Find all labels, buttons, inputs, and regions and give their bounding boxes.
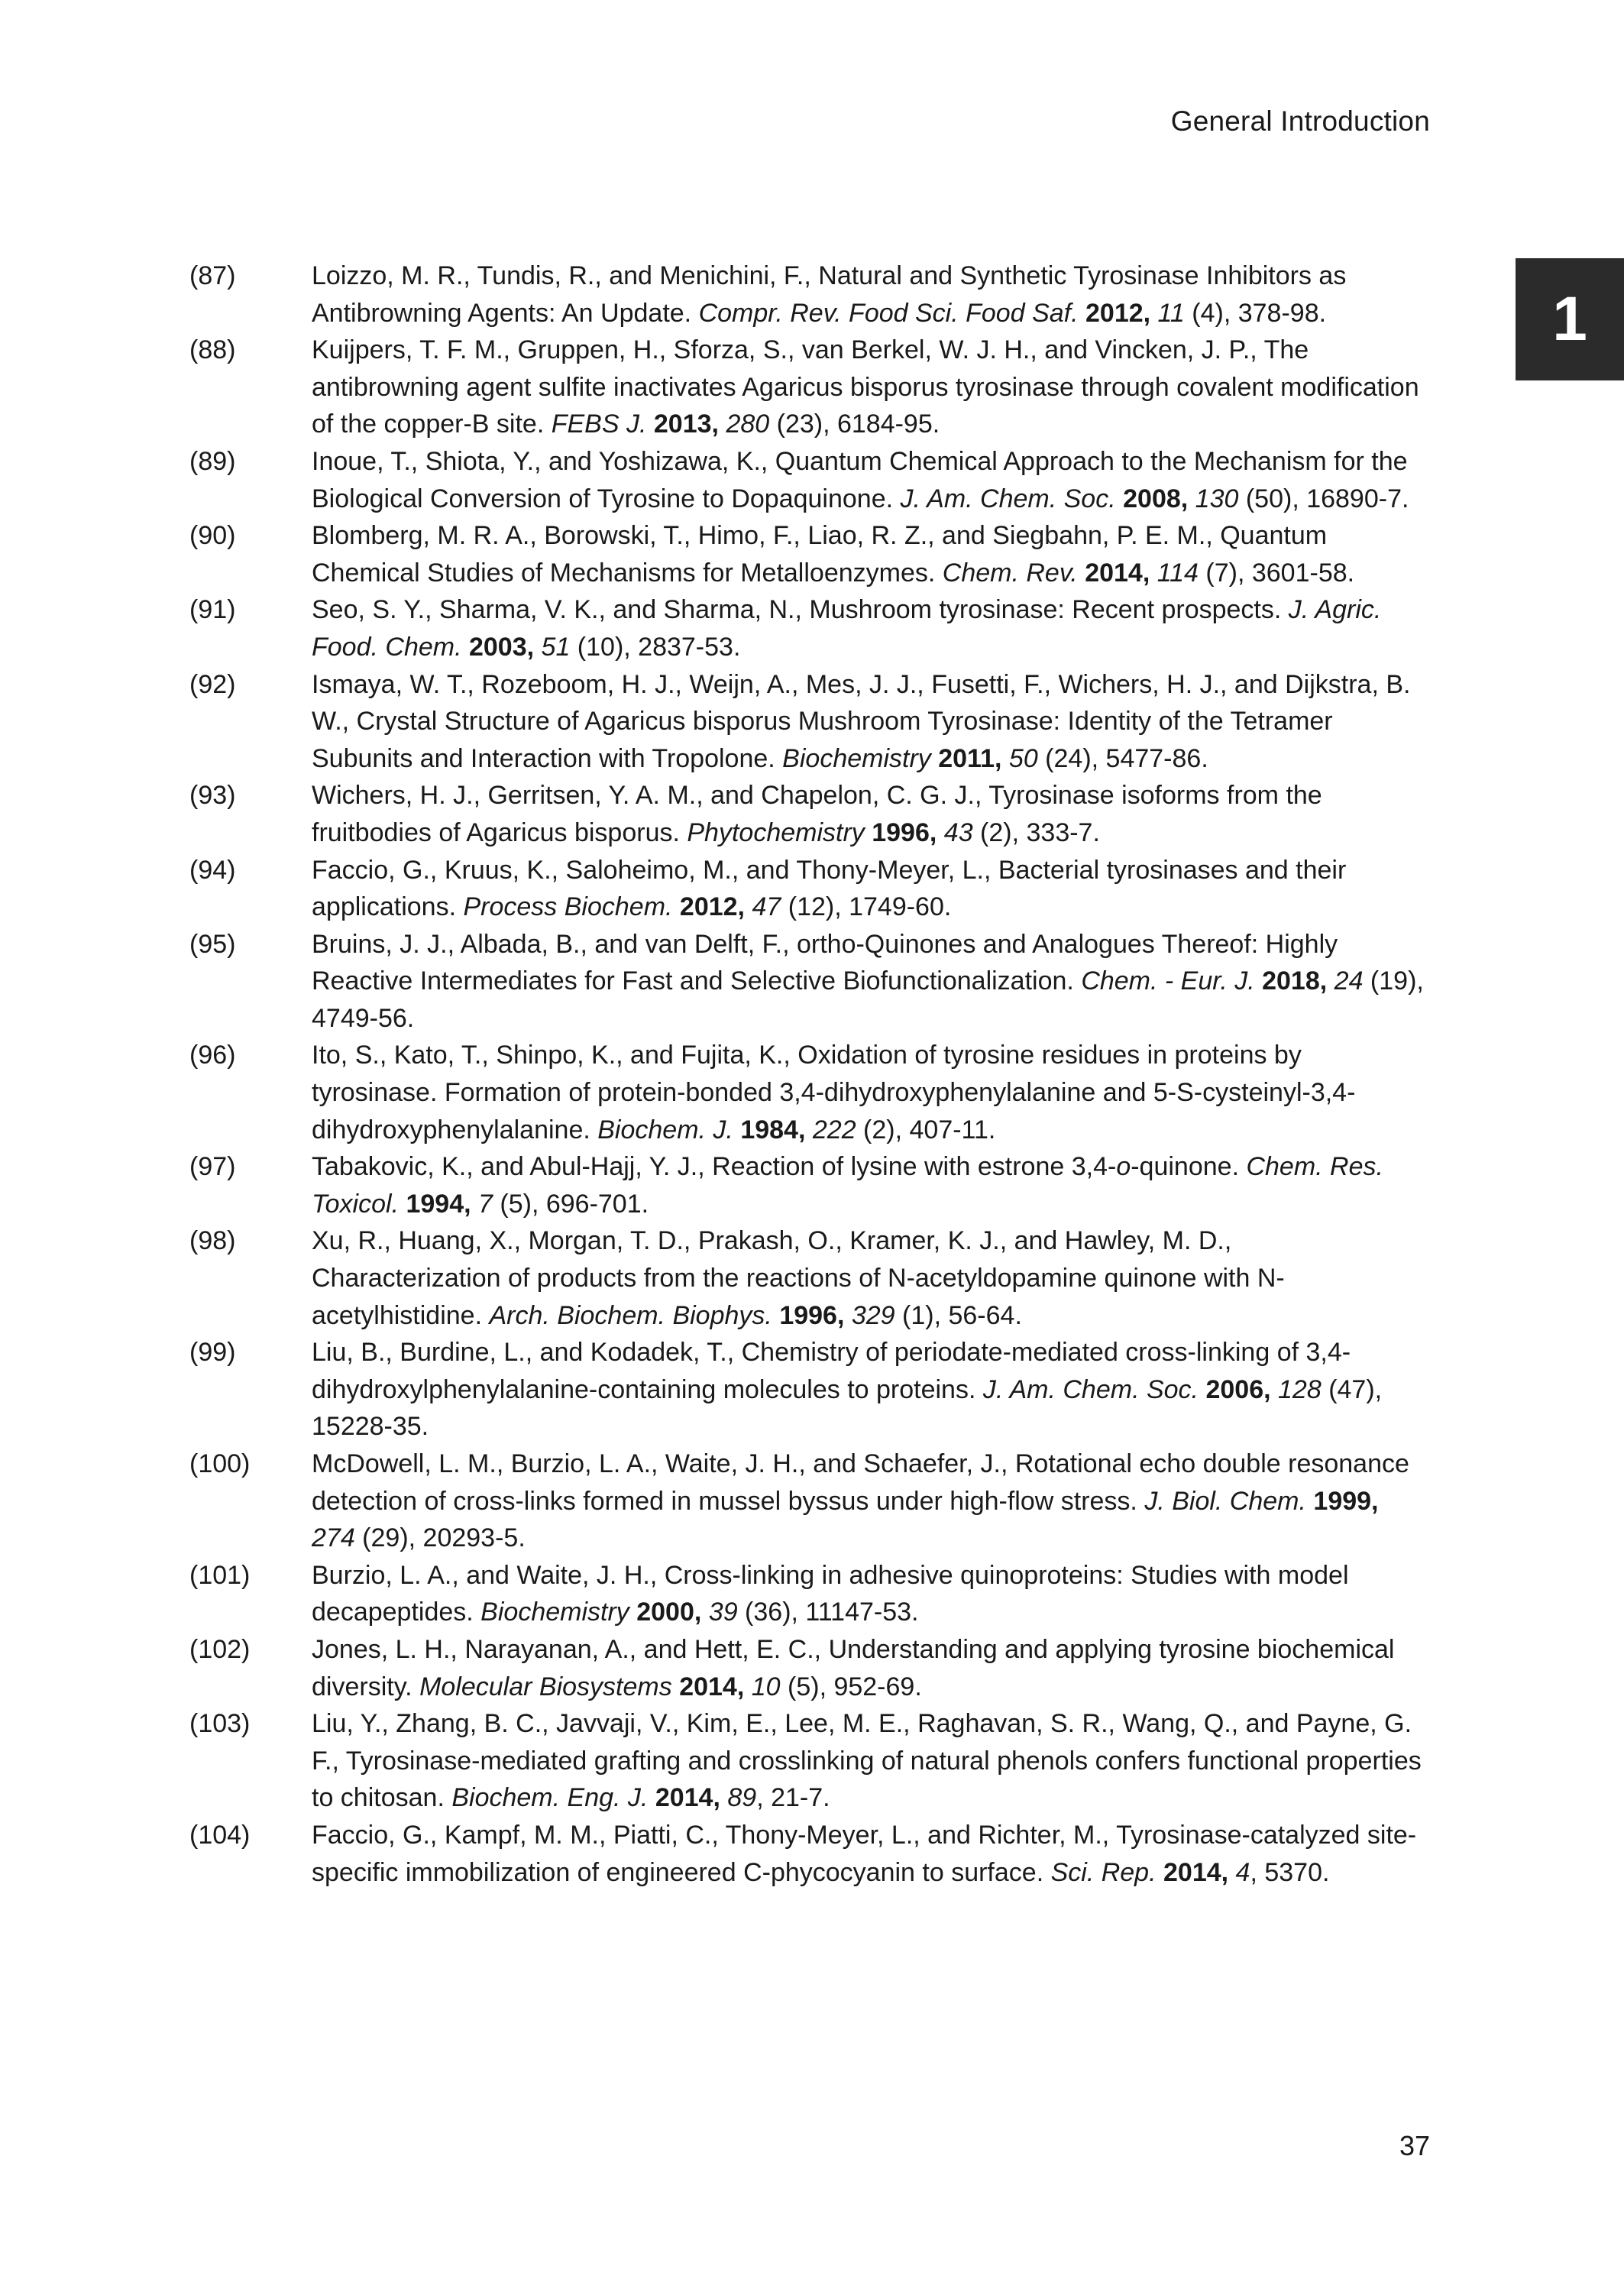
- text-segment: (2), 333-7.: [972, 817, 1100, 847]
- italic-segment: 114: [1157, 558, 1199, 588]
- chapter-tab: 1: [1516, 258, 1624, 380]
- reference-number: (104): [189, 1820, 251, 1850]
- text-segment: [805, 1115, 812, 1144]
- reference-number: (96): [189, 1041, 236, 1070]
- reference-text: [312, 1631, 1427, 1705]
- text-segment: Jones, L. H., Narayanan, A., and Hett, E. C., Understanding and applying tyrosine biochemical diversity.: [312, 1634, 1395, 1701]
- reference-entry: [189, 1705, 1427, 1817]
- italic-segment: 280: [726, 410, 770, 439]
- reference-entry: [189, 443, 1427, 517]
- text-segment: [1271, 1375, 1278, 1404]
- reference-number: (102): [189, 1634, 251, 1664]
- italic-segment: 39: [708, 1598, 738, 1627]
- text-segment: [1079, 299, 1085, 328]
- text-segment: [534, 633, 541, 662]
- text-segment: Inoue, T., Shiota, Y., and Yoshizawa, K., Quantum Chemical Approach to the Mechanism for the Biological Conversion of Tyrosine to Dopaquinone.: [312, 446, 1408, 513]
- italic-segment: o: [1116, 1152, 1131, 1182]
- reference-entry: [189, 1631, 1427, 1705]
- italic-segment: Phytochemistry: [687, 817, 865, 847]
- italic-segment: J. Am. Chem. Soc.: [982, 1374, 1199, 1404]
- text-segment: [931, 744, 938, 773]
- text-segment: [865, 818, 872, 847]
- text-segment: [1255, 966, 1262, 995]
- text-segment: [1228, 1858, 1235, 1887]
- text-segment: [844, 1301, 851, 1330]
- text-segment: Seo, S. Y., Sharma, V. K., and Sharma, N., Mushroom tyrosinase: Recent prospects.: [312, 595, 1289, 625]
- italic-segment: 50: [1008, 743, 1038, 773]
- text-segment: (5), 952-69.: [780, 1672, 922, 1701]
- italic-segment: Process Biochem.: [463, 892, 673, 922]
- reference-number: (89): [189, 446, 236, 476]
- text-segment: Tabakovic, K., and Abul-Hajj, Y. J., Reaction of lysine with estrone 3,4-: [312, 1152, 1117, 1182]
- text-segment: Bruins, J. J., Albada, B., and van Delft, F., ortho-Quinones and Analogues Thereof: Highly Reactive Intermediates for Fast and Selective Biofunctionalization.: [312, 929, 1338, 996]
- text-segment: , 5370.: [1250, 1857, 1330, 1887]
- text-segment: (12), 1749-60.: [781, 892, 952, 922]
- reference-number: (95): [189, 929, 236, 959]
- bold-segment: 2003,: [468, 632, 535, 662]
- italic-segment: J. Biol. Chem.: [1144, 1486, 1306, 1516]
- text-segment: -quinone.: [1131, 1152, 1247, 1182]
- italic-segment: Arch. Biochem. Biophys.: [489, 1300, 772, 1330]
- reference-number: (100): [189, 1449, 251, 1478]
- bold-segment: 2014,: [655, 1783, 720, 1813]
- page-number: 37: [1399, 2130, 1430, 2161]
- text-segment: Liu, Y., Zhang, B. C., Javvaji, V., Kim, E., Lee, M. E., Raghavan, S. R., Wang, Q., and Payne, G. F., Tyrosinase-mediated grafting and crosslinking of natural phenols confers functional properties to chitosan.: [312, 1709, 1422, 1813]
- reference-entry: [189, 332, 1427, 443]
- reference-text: [312, 257, 1427, 332]
- italic-segment: 4: [1235, 1857, 1250, 1887]
- reference-entry: [189, 517, 1427, 591]
- bold-segment: 2014,: [1163, 1857, 1229, 1887]
- reference-number: (91): [189, 595, 236, 625]
- text-segment: [937, 818, 943, 847]
- reference-entry: [189, 257, 1427, 332]
- text-segment: [1078, 558, 1085, 588]
- reference-number: (98): [189, 1226, 236, 1256]
- text-segment: [672, 892, 679, 921]
- reference-number: (87): [189, 261, 236, 290]
- reference-text: [312, 591, 1427, 665]
- text-segment: (36), 11147-53.: [737, 1598, 919, 1627]
- italic-segment: 51: [541, 632, 571, 662]
- text-segment: [471, 1190, 478, 1219]
- reference-text: [312, 332, 1427, 443]
- italic-segment: 128: [1278, 1374, 1322, 1404]
- italic-segment: 43: [943, 817, 973, 847]
- reference-entry: [189, 591, 1427, 665]
- text-segment: [1001, 744, 1008, 773]
- italic-segment: 11: [1157, 298, 1185, 328]
- reference-text: [312, 1148, 1427, 1222]
- reference-number: (90): [189, 521, 236, 551]
- reference-text: [312, 1037, 1427, 1148]
- text-segment: [648, 1783, 655, 1812]
- text-segment: [1327, 966, 1334, 995]
- italic-segment: Molecular Biosystems: [419, 1672, 672, 1701]
- text-segment: [1157, 1858, 1163, 1887]
- text-segment: [1188, 484, 1195, 513]
- bold-segment: 1994,: [406, 1189, 471, 1219]
- text-segment: (4), 378-98.: [1184, 298, 1327, 328]
- italic-segment: 222: [812, 1115, 856, 1144]
- text-segment: [720, 1783, 727, 1812]
- text-segment: (5), 696-701.: [492, 1189, 649, 1219]
- reference-entry: [189, 1334, 1427, 1445]
- text-segment: [629, 1598, 636, 1627]
- reference-text: [312, 443, 1427, 517]
- reference-number: (99): [189, 1338, 236, 1368]
- text-segment: (2), 407-11.: [856, 1115, 996, 1144]
- text-segment: [672, 1672, 679, 1701]
- text-segment: (47), 15228-35.: [312, 1374, 1383, 1442]
- italic-segment: Biochem. J.: [597, 1115, 733, 1144]
- reference-number: (93): [189, 781, 236, 811]
- text-segment: (29), 20293-5.: [354, 1523, 526, 1553]
- reference-entry: [189, 852, 1427, 926]
- text-segment: [744, 1672, 751, 1701]
- reference-number: (94): [189, 855, 236, 885]
- italic-segment: Biochem. Eng. J.: [451, 1783, 649, 1813]
- text-segment: [701, 1598, 708, 1627]
- italic-segment: 10: [751, 1672, 781, 1701]
- italic-segment: 89: [727, 1783, 757, 1813]
- italic-segment: Chem. Res. Toxicol.: [312, 1152, 1383, 1219]
- italic-segment: Compr. Rev. Food Sci. Food Saf.: [698, 298, 1079, 328]
- reference-entry: [189, 1817, 1427, 1891]
- text-segment: Ito, S., Kato, T., Shinpo, K., and Fujita, K., Oxidation of tyrosine residues in proteins by tyrosinase. Formation of protein-bonded 3,4-dihydroxyphenylalanine and 5-S-cysteinyl-3,4-dihydroxyphenylalanine.: [312, 1041, 1356, 1144]
- text-segment: (10), 2837-53.: [570, 632, 741, 662]
- text-segment: [1150, 558, 1157, 588]
- text-segment: [462, 633, 469, 662]
- reference-text: [312, 852, 1427, 926]
- text-segment: Wichers, H. J., Gerritsen, Y. A. M., and Chapelon, C. G. J., Tyrosinase isoforms from the fruitbodies of Agaricus bisporus.: [312, 781, 1322, 847]
- text-segment: Burzio, L. A., and Waite, J. H., Cross-linking in adhesive quinoproteins: Studies with model decapeptides.: [312, 1560, 1349, 1627]
- italic-segment: J. Agric. Food. Chem.: [312, 595, 1382, 662]
- reference-text: [312, 1222, 1427, 1334]
- italic-segment: 329: [851, 1300, 895, 1330]
- italic-segment: 130: [1195, 484, 1239, 513]
- italic-segment: Chem. - Eur. J.: [1081, 966, 1255, 996]
- bold-segment: 2014,: [679, 1672, 745, 1701]
- reference-number: (88): [189, 335, 236, 365]
- reference-number: (101): [189, 1560, 251, 1590]
- text-segment: [1306, 1487, 1313, 1516]
- text-segment: [1150, 299, 1157, 328]
- reference-number: (103): [189, 1709, 251, 1739]
- running-title: General Introduction: [1170, 105, 1430, 137]
- italic-segment: FEBS J.: [551, 410, 647, 439]
- bold-segment: 1984,: [740, 1115, 806, 1144]
- reference-entry: [189, 1557, 1427, 1631]
- bold-segment: 1996,: [779, 1300, 845, 1330]
- reference-text: [312, 777, 1427, 851]
- text-segment: McDowell, L. M., Burzio, L. A., Waite, J. H., and Schaefer, J., Rotational echo double resonance detection of cross-links formed in mussel byssus under high-flow stress.: [312, 1449, 1409, 1516]
- reference-entry: [189, 1037, 1427, 1148]
- text-segment: (24), 5477-86.: [1037, 743, 1208, 773]
- reference-entry: [189, 666, 1427, 778]
- text-segment: [733, 1115, 740, 1144]
- text-segment: [1116, 484, 1123, 513]
- italic-segment: Biochemistry: [782, 743, 931, 773]
- text-segment: (7), 3601-58.: [1198, 558, 1355, 588]
- italic-segment: 24: [1334, 966, 1364, 996]
- text-segment: (50), 16890-7.: [1238, 484, 1409, 513]
- bold-segment: 2012,: [1085, 298, 1151, 328]
- reference-text: [312, 1334, 1427, 1445]
- bold-segment: 2000,: [636, 1598, 702, 1627]
- text-segment: Loizzo, M. R., Tundis, R., and Menichini, F., Natural and Synthetic Tyrosinase Inhibitors as Antibrowning Agents: An Update.: [312, 261, 1347, 328]
- reference-text: [312, 926, 1427, 1038]
- reference-entry: [189, 777, 1427, 851]
- reference-number: (92): [189, 669, 236, 699]
- reference-entry: [189, 1445, 1427, 1557]
- bold-segment: 2013,: [653, 410, 719, 439]
- italic-segment: 7: [478, 1189, 493, 1219]
- text-segment: Faccio, G., Kampf, M. M., Piatti, C., Thony-Meyer, L., and Richter, M., Tyrosinase-catalyzed site-specific immobilization of engineered C-phycocyanin to surface.: [312, 1820, 1417, 1887]
- bold-segment: 2008,: [1123, 484, 1189, 513]
- reference-list: [189, 257, 1427, 1891]
- text-segment: [772, 1301, 779, 1330]
- italic-segment: Biochemistry: [480, 1598, 629, 1627]
- text-segment: Blomberg, M. R. A., Borowski, T., Himo, F., Liao, R. Z., and Siegbahn, P. E. M., Quantum Chemical Studies of Mechanisms for Metalloenzymes.: [312, 521, 1328, 588]
- text-segment: (23), 6184-95.: [769, 410, 940, 439]
- italic-segment: Sci. Rep.: [1050, 1857, 1157, 1887]
- italic-segment: J. Am. Chem. Soc.: [900, 484, 1116, 513]
- reference-entry: [189, 926, 1427, 1038]
- text-segment: Faccio, G., Kruus, K., Saloheimo, M., and Thony-Meyer, L., Bacterial tyrosinases and their applications.: [312, 855, 1347, 922]
- reference-entry: [189, 1222, 1427, 1334]
- reference-text: [312, 666, 1427, 778]
- reference-text: [312, 1557, 1427, 1631]
- text-segment: Xu, R., Huang, X., Morgan, T. D., Prakash, O., Kramer, K. J., and Hawley, M. D., Characterization of products from the reactions of N-acetyldopamine quinone with N-acetylhistidine.: [312, 1226, 1285, 1330]
- bold-segment: 2006,: [1205, 1374, 1271, 1404]
- bold-segment: 2011,: [938, 743, 1002, 773]
- bold-segment: 1996,: [872, 817, 937, 847]
- italic-segment: Chem. Rev.: [942, 558, 1078, 588]
- italic-segment: 274: [312, 1523, 355, 1553]
- italic-segment: 47: [752, 892, 781, 922]
- reference-entry: [189, 1148, 1427, 1222]
- bold-segment: 2018,: [1262, 966, 1328, 996]
- reference-number: (97): [189, 1152, 236, 1182]
- text-segment: Liu, B., Burdine, L., and Kodadek, T., Chemistry of periodate-mediated cross-linking of 3,4-dihydroxylphenylalanine-containing molecules to proteins.: [312, 1338, 1351, 1404]
- bold-segment: 2014,: [1085, 558, 1150, 588]
- reference-text: [312, 517, 1427, 591]
- reference-text: [312, 1705, 1427, 1817]
- text-segment: , 21-7.: [756, 1783, 830, 1813]
- text-segment: (1), 56-64.: [894, 1300, 1022, 1330]
- text-segment: [646, 410, 653, 439]
- reference-text: [312, 1817, 1427, 1891]
- bold-segment: 2012,: [679, 892, 746, 922]
- text-segment: Ismaya, W. T., Rozeboom, H. J., Weijn, A., Mes, J. J., Fusetti, F., Wichers, H. J., and Dijkstra, B. W., Crystal Structure of Agaricus bisporus Mushroom Tyrosinase: Identity of the Tetramer Subunits and Interaction with Tropolone.: [312, 669, 1411, 773]
- bold-segment: 1999,: [1313, 1486, 1379, 1516]
- reference-text: [312, 1445, 1427, 1557]
- text-segment: Kuijpers, T. F. M., Gruppen, H., Sforza, S., van Berkel, W. J. H., and Vincken, J. P., The antibrowning agent sulfite inactivates Agaricus bisporus tyrosinase through covalent modification of the copper-B site.: [312, 335, 1419, 439]
- text-segment: (19), 4749-56.: [312, 966, 1424, 1033]
